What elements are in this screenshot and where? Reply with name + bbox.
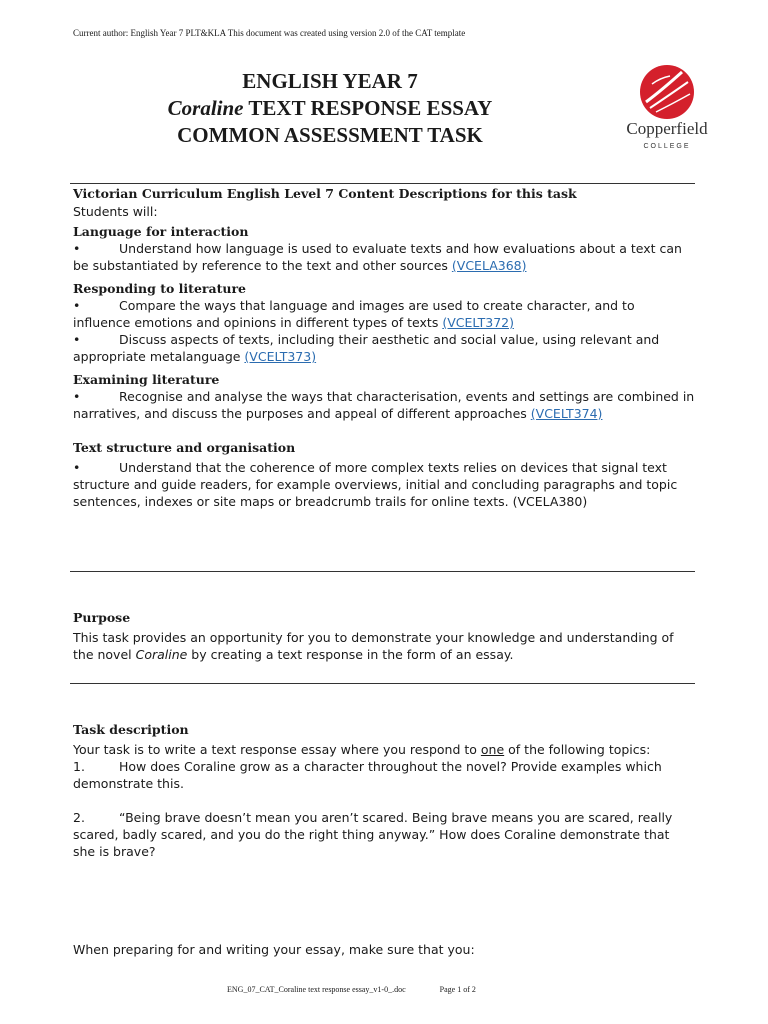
- vcaa-code-link[interactable]: (VCELT373): [244, 349, 317, 364]
- logo-name: Copperfield: [626, 119, 708, 138]
- divider: [70, 571, 695, 572]
- divider: [70, 683, 695, 684]
- title-line-2-rest: TEXT RESPONSE ESSAY: [243, 96, 493, 120]
- section-heading: Language for interaction: [73, 224, 249, 239]
- title-novel-name: Coraline: [167, 96, 244, 120]
- college-logo: [612, 62, 722, 154]
- purpose-heading: Purpose: [73, 610, 131, 625]
- copperfield-emblem-icon: [612, 62, 722, 154]
- section-heading: Responding to literature: [73, 281, 246, 296]
- curriculum-heading: Victorian Curriculum English Level 7 Content Descriptions for this task: [73, 186, 577, 201]
- title-line-2: [110, 95, 550, 122]
- topic-item: 1. How does Coraline grow as a character throughout the novel? Provide examples which demonstrate this.: [73, 759, 662, 791]
- task-closing: When preparing for and writing your essay, make sure that you:: [73, 942, 475, 957]
- task-heading: Task description: [73, 722, 189, 737]
- document-footer: [227, 985, 476, 994]
- purpose-text: This task provides an opportunity for you to demonstrate your knowledge and understanding of the novel Coraline by creating a text response in the form of an essay.: [73, 630, 674, 662]
- content-description: • Discuss aspects of texts, including their aesthetic and social value, using relevant and appropriate metalanguage (VCELT373): [73, 332, 660, 364]
- purpose-section: [73, 610, 695, 663]
- page-number: Page 1 of 2: [439, 985, 476, 994]
- content-description: • Understand that the coherence of more complex texts relies on devices that signal text structure and guide readers, for example overviews, initial and concluding paragraphs and topic sentences, indexes or site maps or breadcrumb trails for online texts. (VCELA380): [73, 460, 678, 509]
- task-intro: Your task is to write a text response essay where you respond to one of the following topics:: [73, 742, 651, 757]
- vcaa-code-link[interactable]: (VCELT374): [530, 406, 603, 421]
- logo-subtitle: COLLEGE: [643, 143, 691, 150]
- content-description: • Understand how language is used to evaluate texts and how evaluations about a text can be substantiated by reference to the text and other sources (VCELA368): [73, 241, 682, 273]
- document-title: [110, 68, 550, 149]
- content-description: • Recognise and analyse the ways that characterisation, events and settings are combined in narratives, and discuss the purposes and appeal of different approaches (VCELT374): [73, 389, 695, 421]
- footer-filename: ENG_07_CAT_Coraline text response essay_v1-0_.doc: [227, 985, 406, 994]
- title-line-3: COMMON ASSESSMENT TASK: [177, 123, 483, 147]
- divider: [70, 183, 695, 184]
- curriculum-section: [73, 186, 695, 510]
- section-heading: Examining literature: [73, 372, 220, 387]
- curriculum-intro: Students will:: [73, 204, 158, 219]
- vcaa-code-link[interactable]: (VCELA368): [451, 258, 527, 273]
- content-description: • Compare the ways that language and images are used to create character, and to influence emotions and opinions in different types of texts (VCELT372): [73, 298, 635, 330]
- section-heading: Text structure and organisation: [73, 440, 296, 455]
- vcaa-code-link[interactable]: (VCELT372): [442, 315, 514, 330]
- task-section: [73, 722, 695, 957]
- author-note: Current author: English Year 7 PLT&KLA This document was created using version 2.0 of the CAT template: [73, 28, 466, 38]
- title-line-1: ENGLISH YEAR 7: [242, 69, 418, 93]
- topic-item: 2. “Being brave doesn’t mean you aren’t scared. Being brave means you are scared, really scared, badly scared, and you do the right thing anyway.” How does Coraline demonstrate that she is brave?: [73, 810, 673, 859]
